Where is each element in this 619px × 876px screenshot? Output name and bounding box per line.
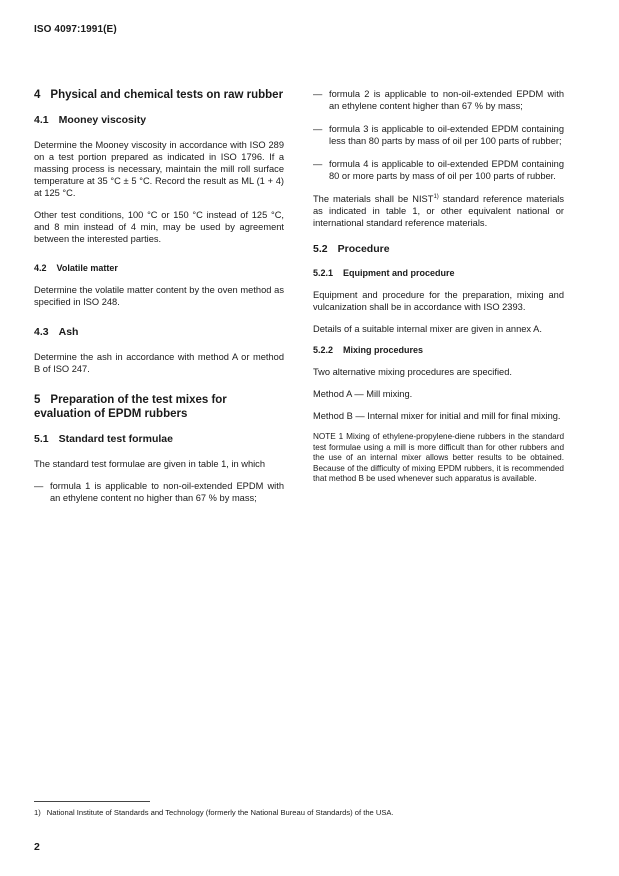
- note: NOTE 1 Mixing of ethylene-propylene-diene rubbers in the standard test formulae using a mill is more difficult than for other rubbers and the use of an internal mixer allows better results to be obtained. Because of the difficulty of mixing EPDM rubbers, it is recommended that method B be used whenever such apparatus is available.: [313, 432, 564, 483]
- section-number: 4.1: [34, 114, 49, 126]
- paragraph: Details of a suitable internal mixer are given in annex A.: [313, 324, 542, 334]
- right-column: [313, 88, 564, 495]
- section-4-1-heading: [34, 114, 284, 127]
- section-number: 5.2: [313, 243, 328, 255]
- section-5-2-2-heading: [313, 345, 564, 356]
- document-header: ISO 4097:1991(E): [34, 24, 117, 35]
- list-item: — formula 2 is applicable to non-oil-extended EPDM with an ethylene content higher than 67 % by mass;: [313, 88, 564, 112]
- section-4-2-heading: [34, 263, 284, 274]
- paragraph: Determine the Mooney viscosity in accordance with ISO 289 on a test portion prepared as indicated in ISO 1796. If a massing process is necessary, maintain the mill roll surface temperature at 35 °C ± 5 °C. Record the result as ML (1 + 4) at 125 °C.: [34, 140, 284, 198]
- section-number: 5.1: [34, 433, 49, 445]
- section-number: 4.2: [34, 263, 47, 273]
- paragraph: Method A — Mill mixing.: [313, 389, 413, 399]
- section-5-2-1-heading: [313, 268, 564, 279]
- nist-text-end: standard reference materials as indicated in table 1, or other equivalent national or international standard reference materials.: [313, 194, 564, 228]
- section-5-heading: [34, 393, 284, 421]
- section-number: 5: [34, 394, 41, 406]
- page-number: 2: [34, 841, 40, 853]
- paragraph: Two alternative mixing procedures are specified.: [313, 367, 512, 377]
- section-number: 4: [34, 89, 41, 101]
- section-title: Mooney viscosity: [58, 114, 147, 126]
- footnote-text: National Institute of Standards and Technology (formerly the National Bureau of Standards) of the USA.: [46, 808, 394, 817]
- section-title: Ash: [58, 326, 79, 338]
- section-number: 5.2.1: [313, 268, 334, 278]
- footnote-divider: [34, 801, 150, 802]
- nist-text-start: The materials shall be NIST: [313, 194, 434, 204]
- footnote: [34, 808, 394, 818]
- footnote-mark: 1): [34, 808, 41, 817]
- section-title: Equipment and procedure: [343, 268, 455, 278]
- section-title: Preparation of the test mixes for evaluation of EPDM rubbers: [34, 394, 227, 420]
- left-column: [34, 88, 284, 515]
- paragraph: Equipment and procedure for the preparation, mixing and vulcanization shall be in accordance with ISO 2393.: [313, 290, 564, 312]
- paragraph: [313, 193, 564, 229]
- section-5-2-heading: [313, 243, 564, 256]
- paragraph: Other test conditions, 100 °C or 150 °C instead of 125 °C, and 8 min instead of 4 min, may be used by agreement between the interested parties.: [34, 210, 284, 244]
- list-item: — formula 4 is applicable to oil-extended EPDM containing 80 or more parts by mass of oil per 100 parts of rubber.: [313, 158, 564, 182]
- paragraph: Determine the volatile matter content by the oven method as specified in ISO 248.: [34, 285, 284, 307]
- section-4-3-heading: [34, 326, 284, 339]
- section-4-heading: [34, 88, 284, 102]
- section-title: Procedure: [337, 243, 390, 255]
- list-item: — formula 3 is applicable to oil-extended EPDM containing less than 80 parts by mass of oil per 100 parts of rubber;: [313, 123, 564, 147]
- paragraph: The standard test formulae are given in table 1, in which: [34, 459, 266, 469]
- section-title: Volatile matter: [56, 263, 118, 273]
- paragraph: Method B — Internal mixer for initial and mill for final mixing.: [313, 411, 561, 421]
- paragraph: Determine the ash in accordance with method A or method B of ISO 247.: [34, 352, 284, 374]
- section-title: Physical and chemical tests on raw rubber: [50, 89, 284, 101]
- section-number: 4.3: [34, 326, 49, 338]
- section-title: Mixing procedures: [343, 345, 424, 355]
- footnote-reference: 1): [433, 193, 439, 200]
- section-number: 5.2.2: [313, 345, 334, 355]
- list-item: — formula 1 is applicable to non-oil-extended EPDM with an ethylene content no higher than 67 % by mass;: [34, 480, 284, 504]
- section-5-1-heading: [34, 433, 284, 446]
- section-title: Standard test formulae: [58, 433, 173, 445]
